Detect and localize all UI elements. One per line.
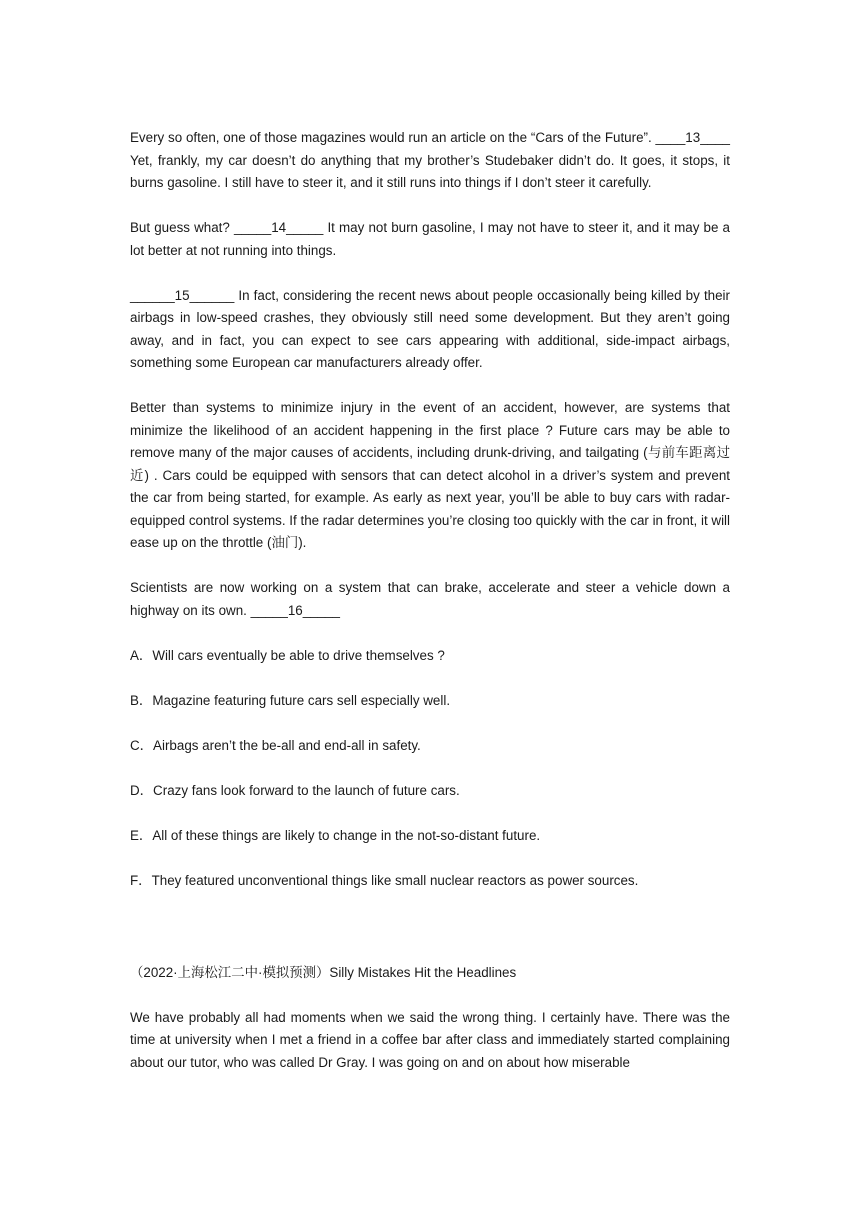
section-heading: （2022·上海松江二中·模拟预测）Silly Mistakes Hit the Headlines [130,964,517,980]
option-b: B．Magazine featuring future cars sell especially well. [130,692,451,708]
document-page [130,127,730,1074]
option-d: D．Crazy fans look forward to the launch of future cars. [130,782,460,798]
option-f: F．They featured unconventional things like small nuclear reactors as power sources. [130,872,639,888]
paragraph-1: Every so often, one of those magazines would run an article on the “Cars of the Future”. ____13____ Yet, frankly, my car doesn’t do anything that my brother’s Studebaker didn’t do. It goes, it stops, it burns gasoline. I still have to steer it, and it still runs into things if I don’t steer it carefully. [130,130,730,190]
option-a: A．Will cars eventually be able to drive themselves ? [130,647,445,663]
paragraph-2: But guess what? _____14_____ It may not burn gasoline, I may not have to steer it, and it may be a lot better at not running into things. [130,220,730,258]
paragraph-3: ______15______ In fact, considering the recent news about people occasionally being killed by their airbags in low-speed crashes, they obviously still need some development. But they aren’t going away, and in fact, you can expect to see cars appearing with additional, side-impact airbags, something some European car manufacturers already offer. [130,287,730,370]
paragraph-5: Scientists are now working on a system that can brake, accelerate and steer a vehicle down a highway on its own. _____16_____ [130,580,730,618]
options-list [130,645,730,893]
section-paragraph: We have probably all had moments when we said the wrong thing. I certainly have. There was the time at university when I met a friend in a coffee bar after class and immediately started complaining about our tutor, who was called Dr Gray. I was going on and on about how miserable [130,1009,730,1070]
paragraph-4: Better than systems to minimize injury in the event of an accident, however, are systems that minimize the likelihood of an accident happening in the first place ? Future cars may be able to remove many of the major causes of accidents, including drunk-driving, and tailgating (与前车距离过近) . Cars could be equipped with sensors that can detect alcohol in a driver’s system and prevent the car from being started, for example. As early as next year, you’ll be able to buy cars with radar-equipped control systems. If the radar determines you’re closing too quickly with the car in front, it will ease up on the throttle (油门). [130,400,730,550]
option-c: C．Airbags aren’t the be-all and end-all in safety. [130,737,421,753]
option-e: E．All of these things are likely to change in the not-so-distant future. [130,827,541,843]
